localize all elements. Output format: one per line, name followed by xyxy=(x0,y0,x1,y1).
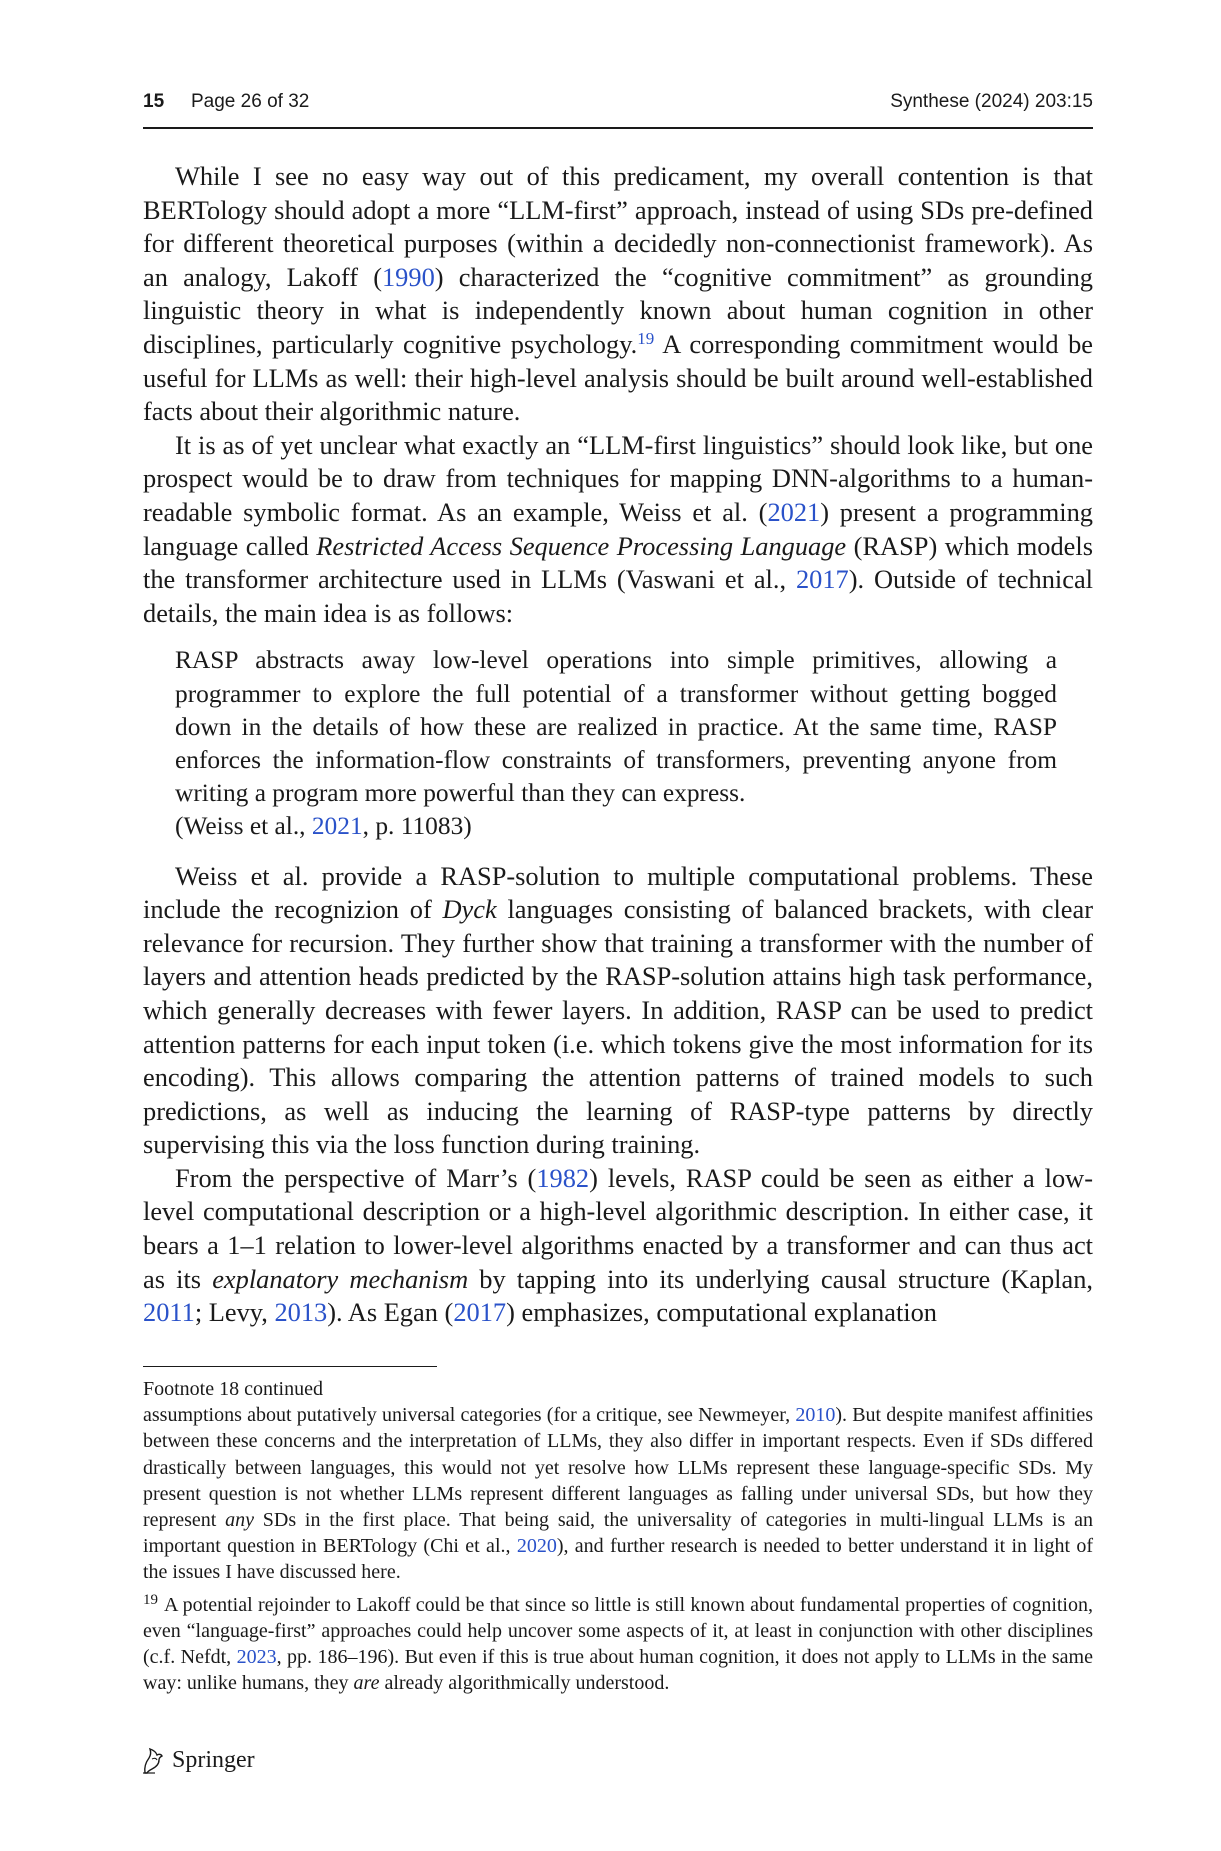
block-quote xyxy=(175,644,1057,843)
header-rule xyxy=(143,127,1093,129)
citation-link[interactable]: 1990 xyxy=(381,261,435,292)
paragraph-2: It is as of yet unclear what exactly an “LLM-first linguistics” should look like, but one prospect would be to draw from techniques for mapping DNN-algorithms to a human-readable symbolic format. As an example, Weiss et al. (2021) present a programming language called Restricted Access Sequence Processing Language (RASP) which models the transformer architecture used in LLMs (Vaswani et al., 2017). Outside of technical details, the main idea is as follows: xyxy=(143,429,1093,628)
emphasis: are xyxy=(353,1672,380,1695)
publisher-footer xyxy=(140,1743,255,1777)
publisher-name: Springer xyxy=(172,1746,255,1773)
emphasis: Restricted Access Sequence Processing Language xyxy=(316,530,847,561)
springer-horse-icon xyxy=(140,1745,166,1775)
citation-link[interactable]: 2010 xyxy=(795,1404,836,1427)
citation-link[interactable]: 2017 xyxy=(453,1297,507,1328)
citation-link[interactable]: 1982 xyxy=(536,1162,590,1193)
citation-link[interactable]: 2011 xyxy=(143,1297,195,1328)
page-number: 15 xyxy=(143,91,165,112)
emphasis: any xyxy=(225,1509,254,1532)
footnote-19-marker[interactable]: 19 xyxy=(637,328,655,348)
paragraph-4: From the perspective of Marr’s (1982) levels, RASP could be seen as either a low-level computational description or a high-level algorithmic description. In either case, it bears a 1–1 relation to lower-level algorithms enacted by a transformer and can thus act as its explanatory mechanism by tapping into its underlying causal structure (Kaplan, 2011; Levy, 2013). As Egan (2017) emphasizes, computational explanation xyxy=(143,1162,1093,1328)
footnote-18-label: Footnote 18 continued xyxy=(143,1378,323,1400)
footnotes xyxy=(143,1376,1093,1696)
citation-link[interactable]: 2020 xyxy=(516,1535,557,1558)
page-of: Page 26 of 32 xyxy=(191,91,310,112)
citation-link[interactable]: 2021 xyxy=(767,496,821,527)
footnote-19: $^{19}$ A potential rejoinder to Lakoff could be that since so little is still known about fundamental properties of cognition, even “language-first” approaches could help uncover some aspects of it, at least in conjunction with other disciplines (c.f. Nefdt, 2023, pp. 186–196). But even if this is true about human cognition, it does not apply to LLMs in the same way: unlike humans, they are already algorithmically understood. xyxy=(143,1591,1093,1695)
footnote-rule xyxy=(143,1366,437,1367)
paragraph-1: While I see no easy way out of this predicament, my overall contention is that BERTology should adopt a more “LLM-first” approach, instead of using SDs pre-defined for different theoretical purposes (within a decidedly non-connectionist framework). As an analogy, Lakoff (1990) characterized the “cognitive commitment” as grounding linguistic theory in what is independently known about human cognition in other disciplines, particularly cognitive psychology.$^{19}$ A corresponding commitment would be useful for LLMs as well: their high-level analysis should be built around well-established facts about their algorithmic nature. xyxy=(143,161,1093,427)
emphasis: explanatory mechanism xyxy=(212,1263,469,1294)
citation-link[interactable]: 2021 xyxy=(311,812,363,841)
quote-text: RASP abstracts away low-level operations into simple primitives, allowing a programmer to explore the full potential of a transformer without getting bogged down in the details of how these are realized in practice. At the same time, RASP enforces the information-flow constraints of transformers, preventing anyone from writing a program more powerful than they can express. xyxy=(175,646,1057,808)
footnote-19-number: 19 xyxy=(143,1591,158,1608)
citation-link[interactable]: 2023 xyxy=(236,1646,277,1669)
journal-citation: Synthese (2024) 203:15 xyxy=(890,91,1093,112)
quote-citation: (Weiss et al., 2021, p. 11083) xyxy=(175,812,472,841)
citation-link[interactable]: 2013 xyxy=(274,1297,328,1328)
paragraph-3: Weiss et al. provide a RASP-solution to multiple computational problems. These include the recognizion of Dyck languages consisting of balanced brackets, with clear relevance for recursion. They further show that training a transformer with the number of layers and attention heads predicted by the RASP-solution attains high task performance, which generally decreases with fewer layers. In addition, RASP can be used to predict attention patterns for each input token (i.e. which tokens give the most information for its encoding). This allows comparing the attention patterns of trained models to such predictions, as well as inducing the learning of RASP-type patterns by directly supervising this via the loss function during training. xyxy=(143,860,1093,1160)
footnote-18-continued: assumptions about putatively universal categories (for a critique, see Newmeyer, 2010). But despite manifest affinities between these concerns and the interpretation of LLMs, they also differ in important respects. Even if SDs differed drastically between languages, this would not yet resolve how LLMs represent these language-specific SDs. My present question is not whether LLMs represent different languages as falling under universal SDs, but how they represent any SDs in the first place. That being said, the universality of categories in multi-lingual LLMs is an important question in BERTology (Chi et al., 2020), and further research is needed to better understand it in light of the issues I have discussed here. xyxy=(143,1404,1093,1584)
emphasis: Dyck xyxy=(442,894,497,925)
citation-link[interactable]: 2017 xyxy=(795,564,849,595)
main-text xyxy=(143,160,1093,1330)
running-header xyxy=(143,91,1093,121)
